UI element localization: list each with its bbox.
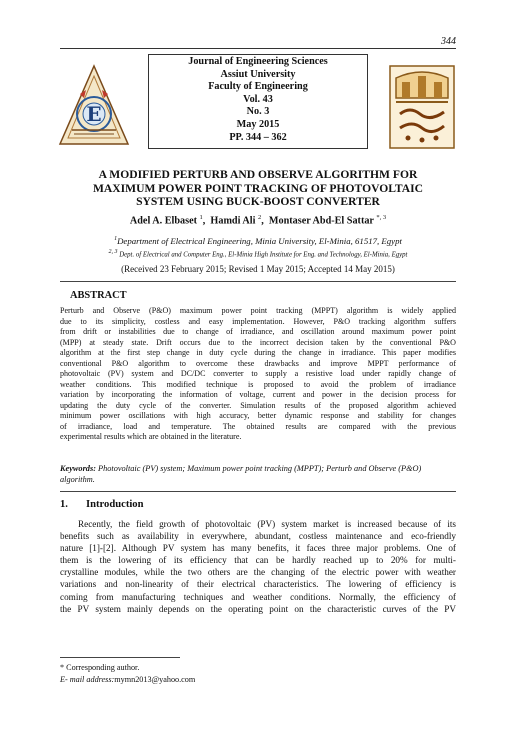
abstract-line: Perturb and Observe (P&O) maximum power point tracking (MPPT) algorithm is widely applied: [60, 306, 456, 315]
abstract-line: from drift or instabilities due to change of irradiance, and oscillation around maximum power point: [60, 327, 456, 336]
section-number: 1.: [60, 499, 68, 510]
affiliation-2: [30, 249, 486, 258]
section-title: Introduction: [86, 499, 144, 510]
email-label: E- mail address:: [60, 674, 115, 684]
title-line: A MODIFIED PERTURB AND OBSERVE ALGORITHM FOR: [98, 168, 418, 181]
author-affiliation-mark: 1: [199, 214, 203, 221]
faculty-logo: [58, 64, 130, 148]
abstract-line: (MPP) at steady state. Drift occurs due to the incorrect decision taken by the conventional P&O: [60, 337, 456, 347]
intro-line: them is the lowering of its efficiency that can be hardly reached up to 20% for multi-: [60, 555, 456, 566]
intro-line: variations and non-linearity of their electrical characteristics. The lowering of efficiency is: [60, 579, 456, 590]
abstract-body: [60, 306, 456, 443]
journal-university: Assiut University: [220, 68, 296, 80]
abstract-line: due to its simplicity, costless and easy implementation. However, P&O tracking algorithm suffers: [60, 316, 456, 326]
received-dates: (Received 23 February 2015; Revised 1 May 2015; Accepted 14 May 2015): [121, 264, 395, 274]
intro-line: crystalline modules, while the two others are the changing of the electric power with weather: [60, 567, 456, 578]
corresponding-author-note: * Corresponding author.: [60, 663, 140, 672]
author-separator: ,: [202, 215, 206, 227]
journal-faculty: Faculty of Engineering: [208, 81, 308, 93]
journal-pages: PP. 344 – 362: [229, 131, 287, 143]
journal-number: No. 3: [246, 106, 270, 118]
author-name: Adel A. Elbaset: [129, 215, 197, 227]
university-logo: [386, 62, 458, 152]
divider: [60, 281, 456, 282]
intro-line: Recently, the field growth of photovoltaic (PV) system market is increased because of its: [78, 519, 456, 529]
author-affiliation-mark: 2: [257, 214, 262, 221]
journal-info-box: [148, 54, 368, 149]
journal-volume: Vol. 43: [243, 93, 273, 105]
abstract-line: updating the duty cycle of the converter. Simulation results of the proposed algorithm achieved: [60, 400, 456, 410]
author-separator: ,: [261, 215, 264, 227]
abstract-line: variation by incorporating the information of voltage, current and power in the decision process for: [60, 390, 456, 399]
section-heading: [60, 499, 144, 510]
affiliation-text: Dept. of Electrical and Computer Eng., El-Minia High Institute for Eng. and Technology, El-Minia, Egypt: [119, 251, 408, 259]
keywords-label: Keywords:: [60, 464, 96, 473]
abstract-line: algorithm at the first step change in duty cycle during the change in irradiance. This paper modifies: [60, 348, 456, 357]
author-affiliation-mark: *, 3: [376, 214, 387, 221]
paper-title: [60, 168, 456, 209]
intro-line: coming from manufacturing techniques and weather conditions. Normally, the efficiency of: [60, 591, 456, 602]
abstract-heading: ABSTRACT: [70, 290, 127, 301]
title-line: MAXIMUM POWER POINT TRACKING OF PHOTOVOLTAIC: [92, 181, 424, 195]
affiliation-1: [60, 236, 456, 246]
abstract-line: photovoltaic (PV) system and DC/DC converter to supply a resistive load under rapidly change of: [60, 369, 456, 378]
author-name: Hamdi Ali: [210, 215, 256, 227]
divider: [60, 491, 456, 492]
footnote-rule: [60, 657, 180, 658]
intro-line: the PV system mainly depends on the operating point on the characteristic curves of the PV: [60, 603, 456, 614]
affiliation-mark: 2, 3: [108, 249, 118, 255]
email-line: [60, 674, 195, 686]
intro-body: [60, 518, 456, 615]
intro-line: benefits such as availability in everywhere, abundant, costless maintenance and eco-friendly: [60, 531, 456, 542]
email-link[interactable]: mymn2013@yahoo.com: [114, 674, 196, 684]
abstract-line: weather conditions. This modified technique is proposed to avoid the problem of irradiance: [60, 379, 456, 389]
journal-name: Journal of Engineering Sciences: [188, 56, 328, 67]
affiliation-mark: 1: [114, 236, 118, 243]
svg-text:E: E: [86, 102, 102, 126]
keywords-text: Photovoltaic (PV) system; Maximum power point tracking (MPPT); Perturb and Observe (P&O) algorithm.: [60, 464, 422, 484]
abstract-line: conventional P&O algorithm to overcome these drawbacks and improve MPPT performance of: [60, 358, 456, 368]
intro-line: nature [1]-[2]. Although PV system has many benefits, it faces three major problems. One of: [60, 543, 456, 554]
keywords: [60, 463, 456, 485]
journal-date: May 2015: [236, 118, 280, 130]
affiliation-text: Department of Electrical Engineering, Minia University, El-Minia, 61517, Egypt: [117, 236, 402, 246]
page-number: 344: [441, 36, 456, 47]
author-list: [60, 214, 456, 226]
abstract-line: minimum power oscillations with high accuracy, better dynamic response and stability for changes: [60, 411, 456, 420]
footnote: [60, 662, 195, 685]
author-name: Montaser Abd-El Sattar: [268, 215, 374, 227]
header-rule: [60, 48, 456, 49]
title-line: SYSTEM USING BUCK-BOOST CONVERTER: [136, 195, 380, 209]
abstract-line: of irradiance, load and temperature. The obtained results are compared with the previous: [60, 421, 456, 431]
abstract-line: experimental results which are obtained in the literature.: [60, 432, 242, 441]
